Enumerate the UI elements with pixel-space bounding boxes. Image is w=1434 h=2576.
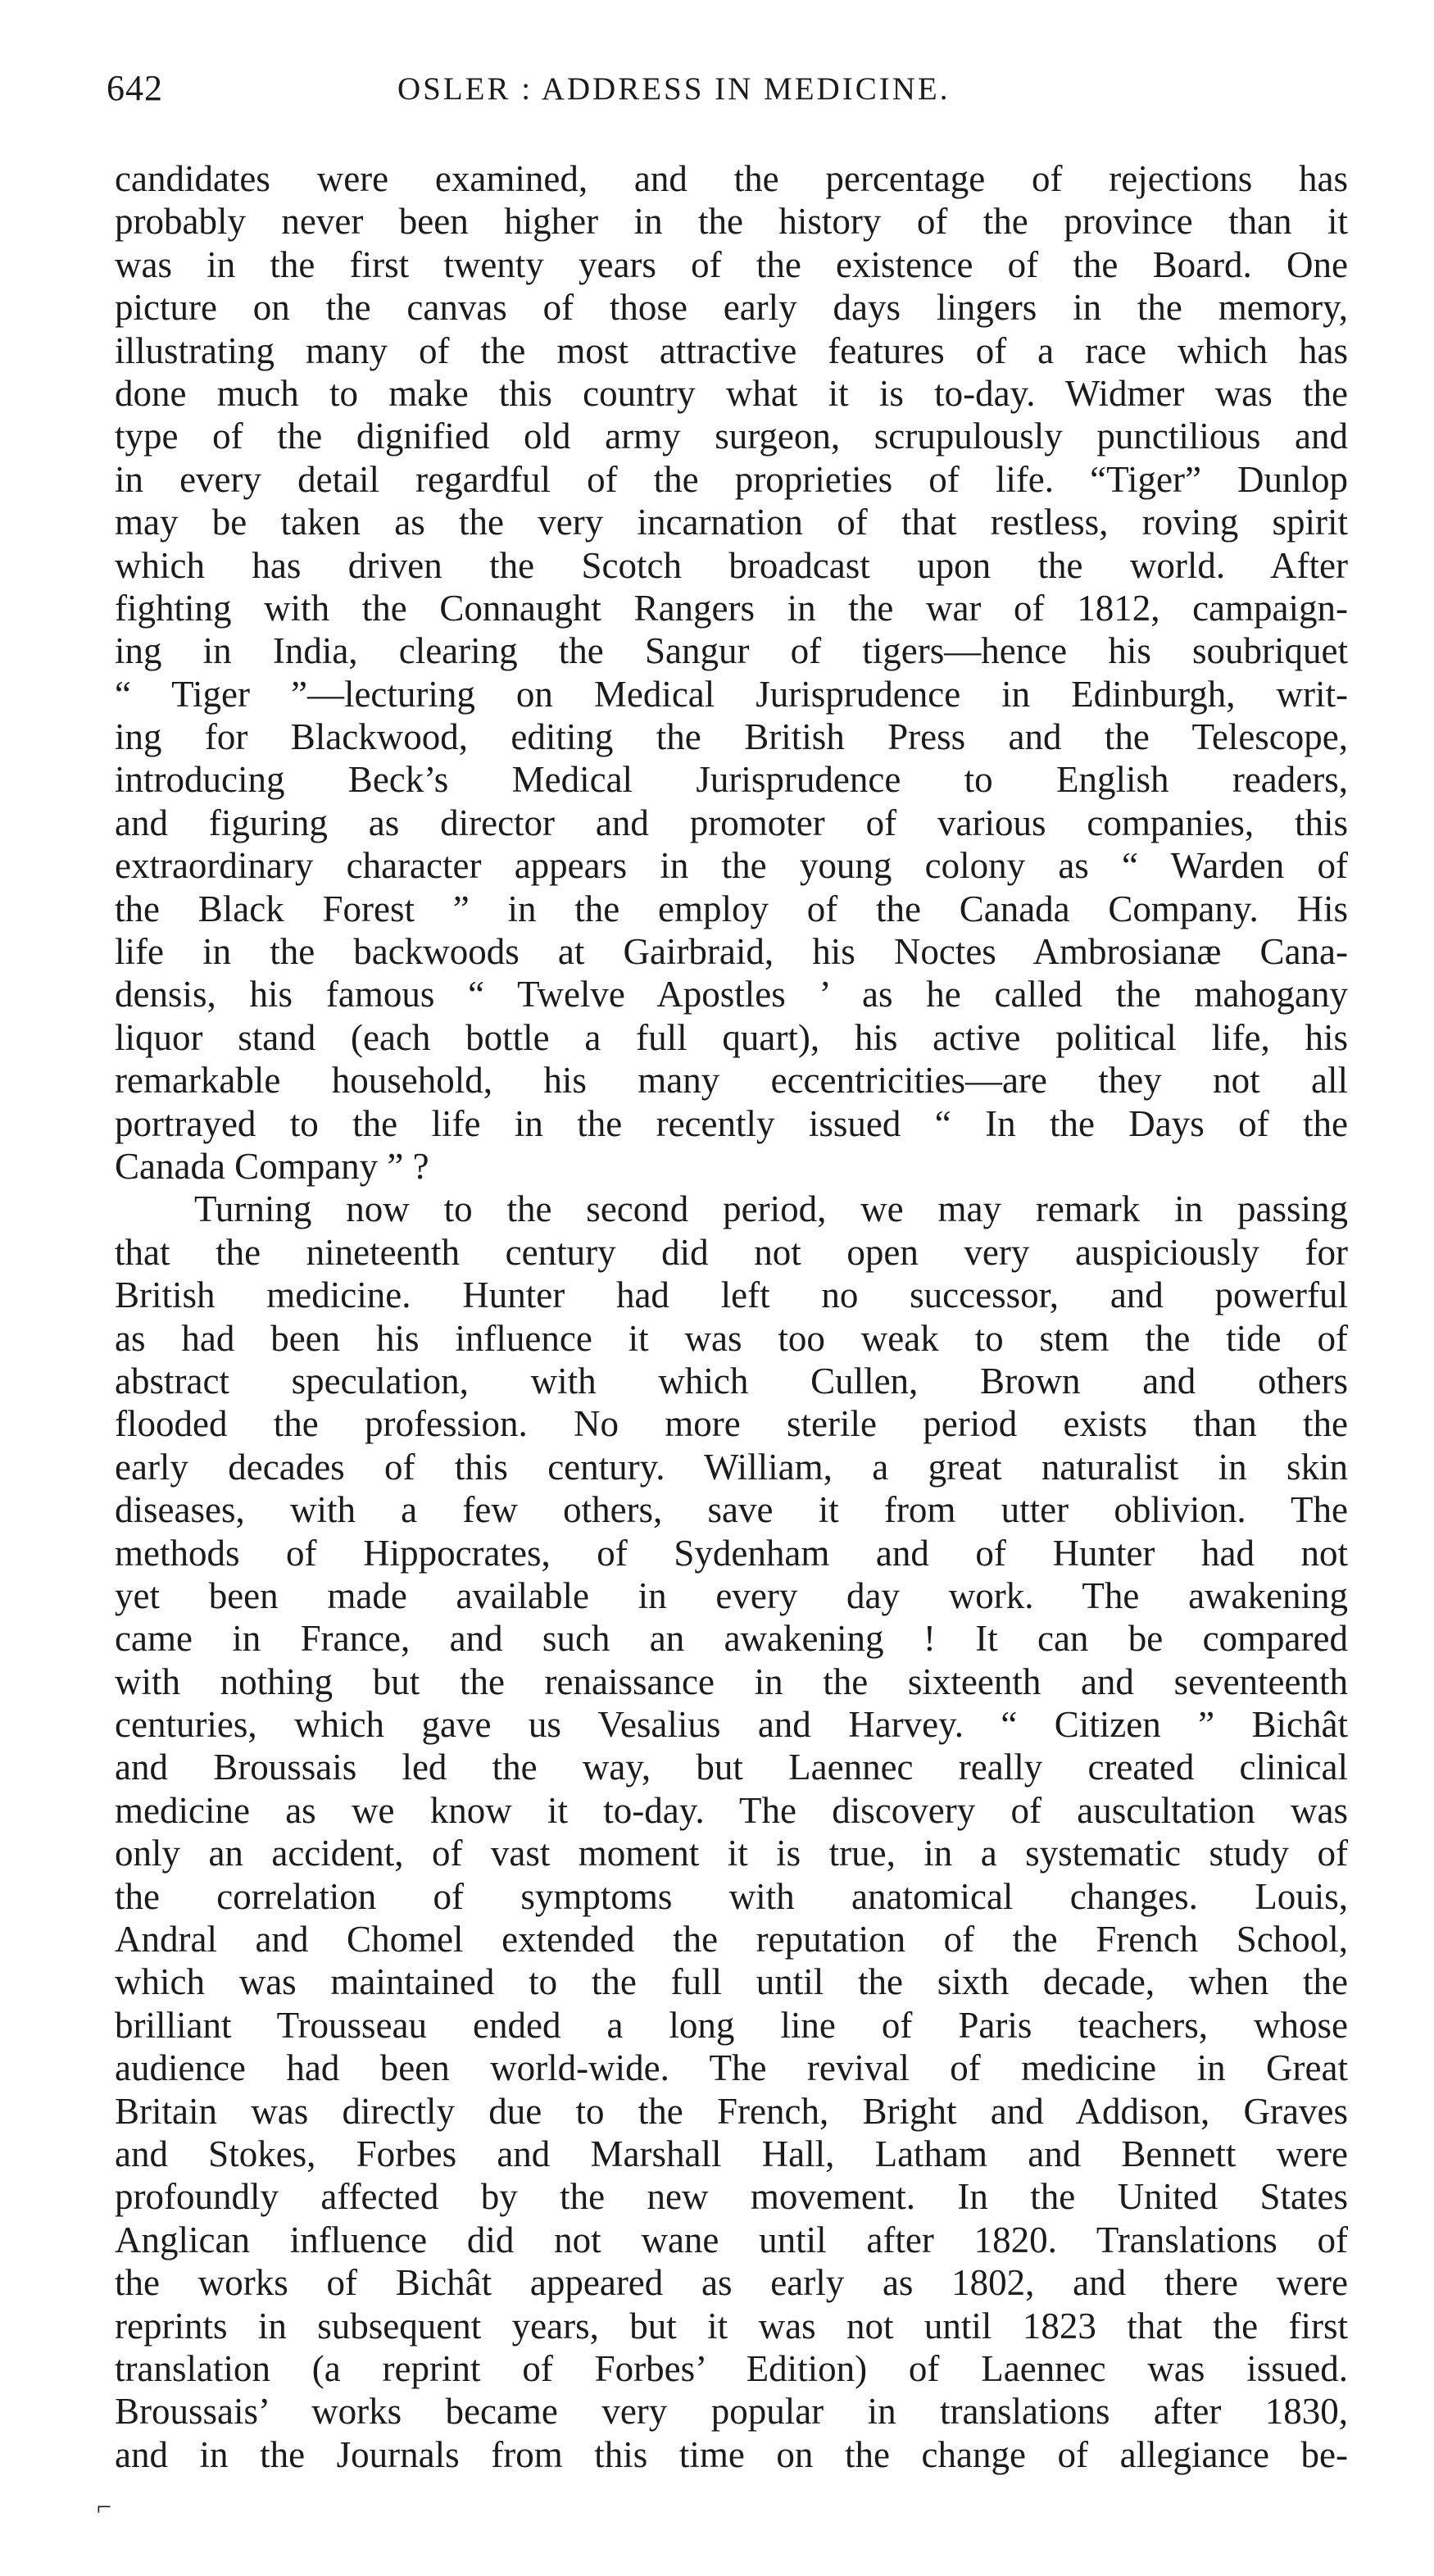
- text-line: and Broussais led the way, but Laennec really created clinical: [115, 1747, 1348, 1788]
- text-line: diseases, with a few others, save it from utter oblivion. The: [115, 1489, 1348, 1531]
- page-number: 642: [107, 68, 163, 108]
- text-line: brilliant Trousseau ended a long line of Paris teachers, whose: [115, 2004, 1348, 2046]
- text-line: profoundly affected by the new movement. In the United States: [115, 2176, 1348, 2218]
- text-line: yet been made available in every day work. The awakening: [115, 1574, 1348, 1616]
- text-line: was in the first twenty years of the existence of the Board. One: [115, 243, 1348, 285]
- text-line: probably never been higher in the history of the province than it: [115, 201, 1348, 243]
- text-line: type of the dignified old army surgeon, scrupulously punctilious and: [115, 416, 1348, 457]
- text-line: densis, his famous “ Twelve Apostles ’ as he called the mahogany: [115, 974, 1348, 1015]
- text-line: and in the Journals from this time on the change of allegiance be-: [115, 2433, 1348, 2475]
- text-line: Canada Company ” ?: [115, 1145, 429, 1187]
- text-line: illustrating many of the most attractive features of a race which has: [115, 329, 1348, 371]
- text-line: British medicine. Hunter had left no successor, and powerful: [115, 1274, 1348, 1316]
- text-line: that the nineteenth century did not open very auspiciously for: [115, 1231, 1348, 1273]
- text-line: the Black Forest ” in the employ of the Canada Company. His: [115, 888, 1348, 929]
- text-line: portrayed to the life in the recently issued “ In the Days of the: [115, 1102, 1348, 1144]
- text-line: Broussais’ works became very popular in translations after 1830,: [115, 2391, 1348, 2433]
- text-line: as had been his influence it was too weak to stem the tide of: [115, 1317, 1348, 1359]
- text-line: picture on the canvas of those early days lingers in the memory,: [115, 287, 1348, 329]
- text-line: came in France, and such an awakening ! It can be compared: [115, 1618, 1348, 1660]
- page-header: [107, 67, 1352, 125]
- text-line: ing for Blackwood, editing the British Press and the Telescope,: [115, 716, 1348, 758]
- text-line: candidates were examined, and the percentage of rejections has: [115, 158, 1348, 199]
- text-line: Britain was directly due to the French, Bright and Addison, Graves: [115, 2090, 1348, 2132]
- text-line: Andral and Chomel extended the reputation of the French School,: [115, 1919, 1348, 1960]
- text-line: may be taken as the very incarnation of that restless, roving spirit: [115, 502, 1348, 543]
- body-text: [115, 157, 1348, 2476]
- text-line: the correlation of symptoms with anatomical changes. Louis,: [115, 1875, 1348, 1917]
- printer-mark: ⌐: [97, 2492, 112, 2521]
- text-line: done much to make this country what it is to-day. Widmer was the: [115, 372, 1348, 414]
- text-line: audience had been world-wide. The revival of medicine in Great: [115, 2047, 1348, 2089]
- text-line: “ Tiger ”—lecturing on Medical Jurisprudence in Edinburgh, writ-: [115, 673, 1348, 715]
- text-line: Anglican influence did not wane until after 1820. Translations of: [115, 2219, 1348, 2260]
- text-line: Turning now to the second period, we may remark in passing: [194, 1188, 1348, 1230]
- text-line: which was maintained to the full until the sixth decade, when the: [115, 1961, 1348, 2003]
- text-line: flooded the profession. No more sterile period exists than the: [115, 1403, 1348, 1445]
- text-line: in every detail regardful of the proprieties of life. “Tiger” Dunlop: [115, 458, 1348, 500]
- text-line: abstract speculation, with which Cullen, Brown and others: [115, 1360, 1348, 1402]
- text-line: introducing Beck’s Medical Jurisprudence to English readers,: [115, 759, 1348, 801]
- text-line: and Stokes, Forbes and Marshall Hall, Latham and Bennett were: [115, 2133, 1348, 2174]
- text-line: reprints in subsequent years, but it was not until 1823 that the first: [115, 2305, 1348, 2347]
- text-line: extraordinary character appears in the young colony as “ Warden of: [115, 845, 1348, 887]
- text-line: liquor stand (each bottle a full quart), his active political life, his: [115, 1016, 1348, 1058]
- running-head: OSLER : ADDRESS IN MEDICINE.: [397, 71, 951, 107]
- text-line: remarkable household, his many eccentricities—are they not all: [115, 1060, 1348, 1102]
- text-line: fighting with the Connaught Rangers in the war of 1812, campaign-: [115, 587, 1348, 629]
- text-line: translation (a reprint of Forbes’ Edition) of Laennec was issued.: [115, 2347, 1348, 2389]
- text-line: which has driven the Scotch broadcast upon the world. After: [115, 544, 1348, 586]
- text-line: with nothing but the renaissance in the sixteenth and seventeenth: [115, 1661, 1348, 1702]
- text-line: methods of Hippocrates, of Sydenham and of Hunter had not: [115, 1532, 1348, 1574]
- text-line: medicine as we know it to-day. The discovery of auscultation was: [115, 1789, 1348, 1831]
- text-line: the works of Bichât appeared as early as 1802, and there were: [115, 2262, 1348, 2304]
- text-line: early decades of this century. William, a great naturalist in skin: [115, 1446, 1348, 1488]
- text-line: centuries, which gave us Vesalius and Harvey. “ Citizen ” Bichât: [115, 1704, 1348, 1746]
- text-line: ing in India, clearing the Sangur of tigers—hence his soubriquet: [115, 630, 1348, 672]
- text-line: only an accident, of vast moment it is true, in a systematic study of: [115, 1833, 1348, 1874]
- text-line: and figuring as director and promoter of various companies, this: [115, 802, 1348, 843]
- text-line: life in the backwoods at Gairbraid, his Noctes Ambrosianæ Cana-: [115, 931, 1348, 973]
